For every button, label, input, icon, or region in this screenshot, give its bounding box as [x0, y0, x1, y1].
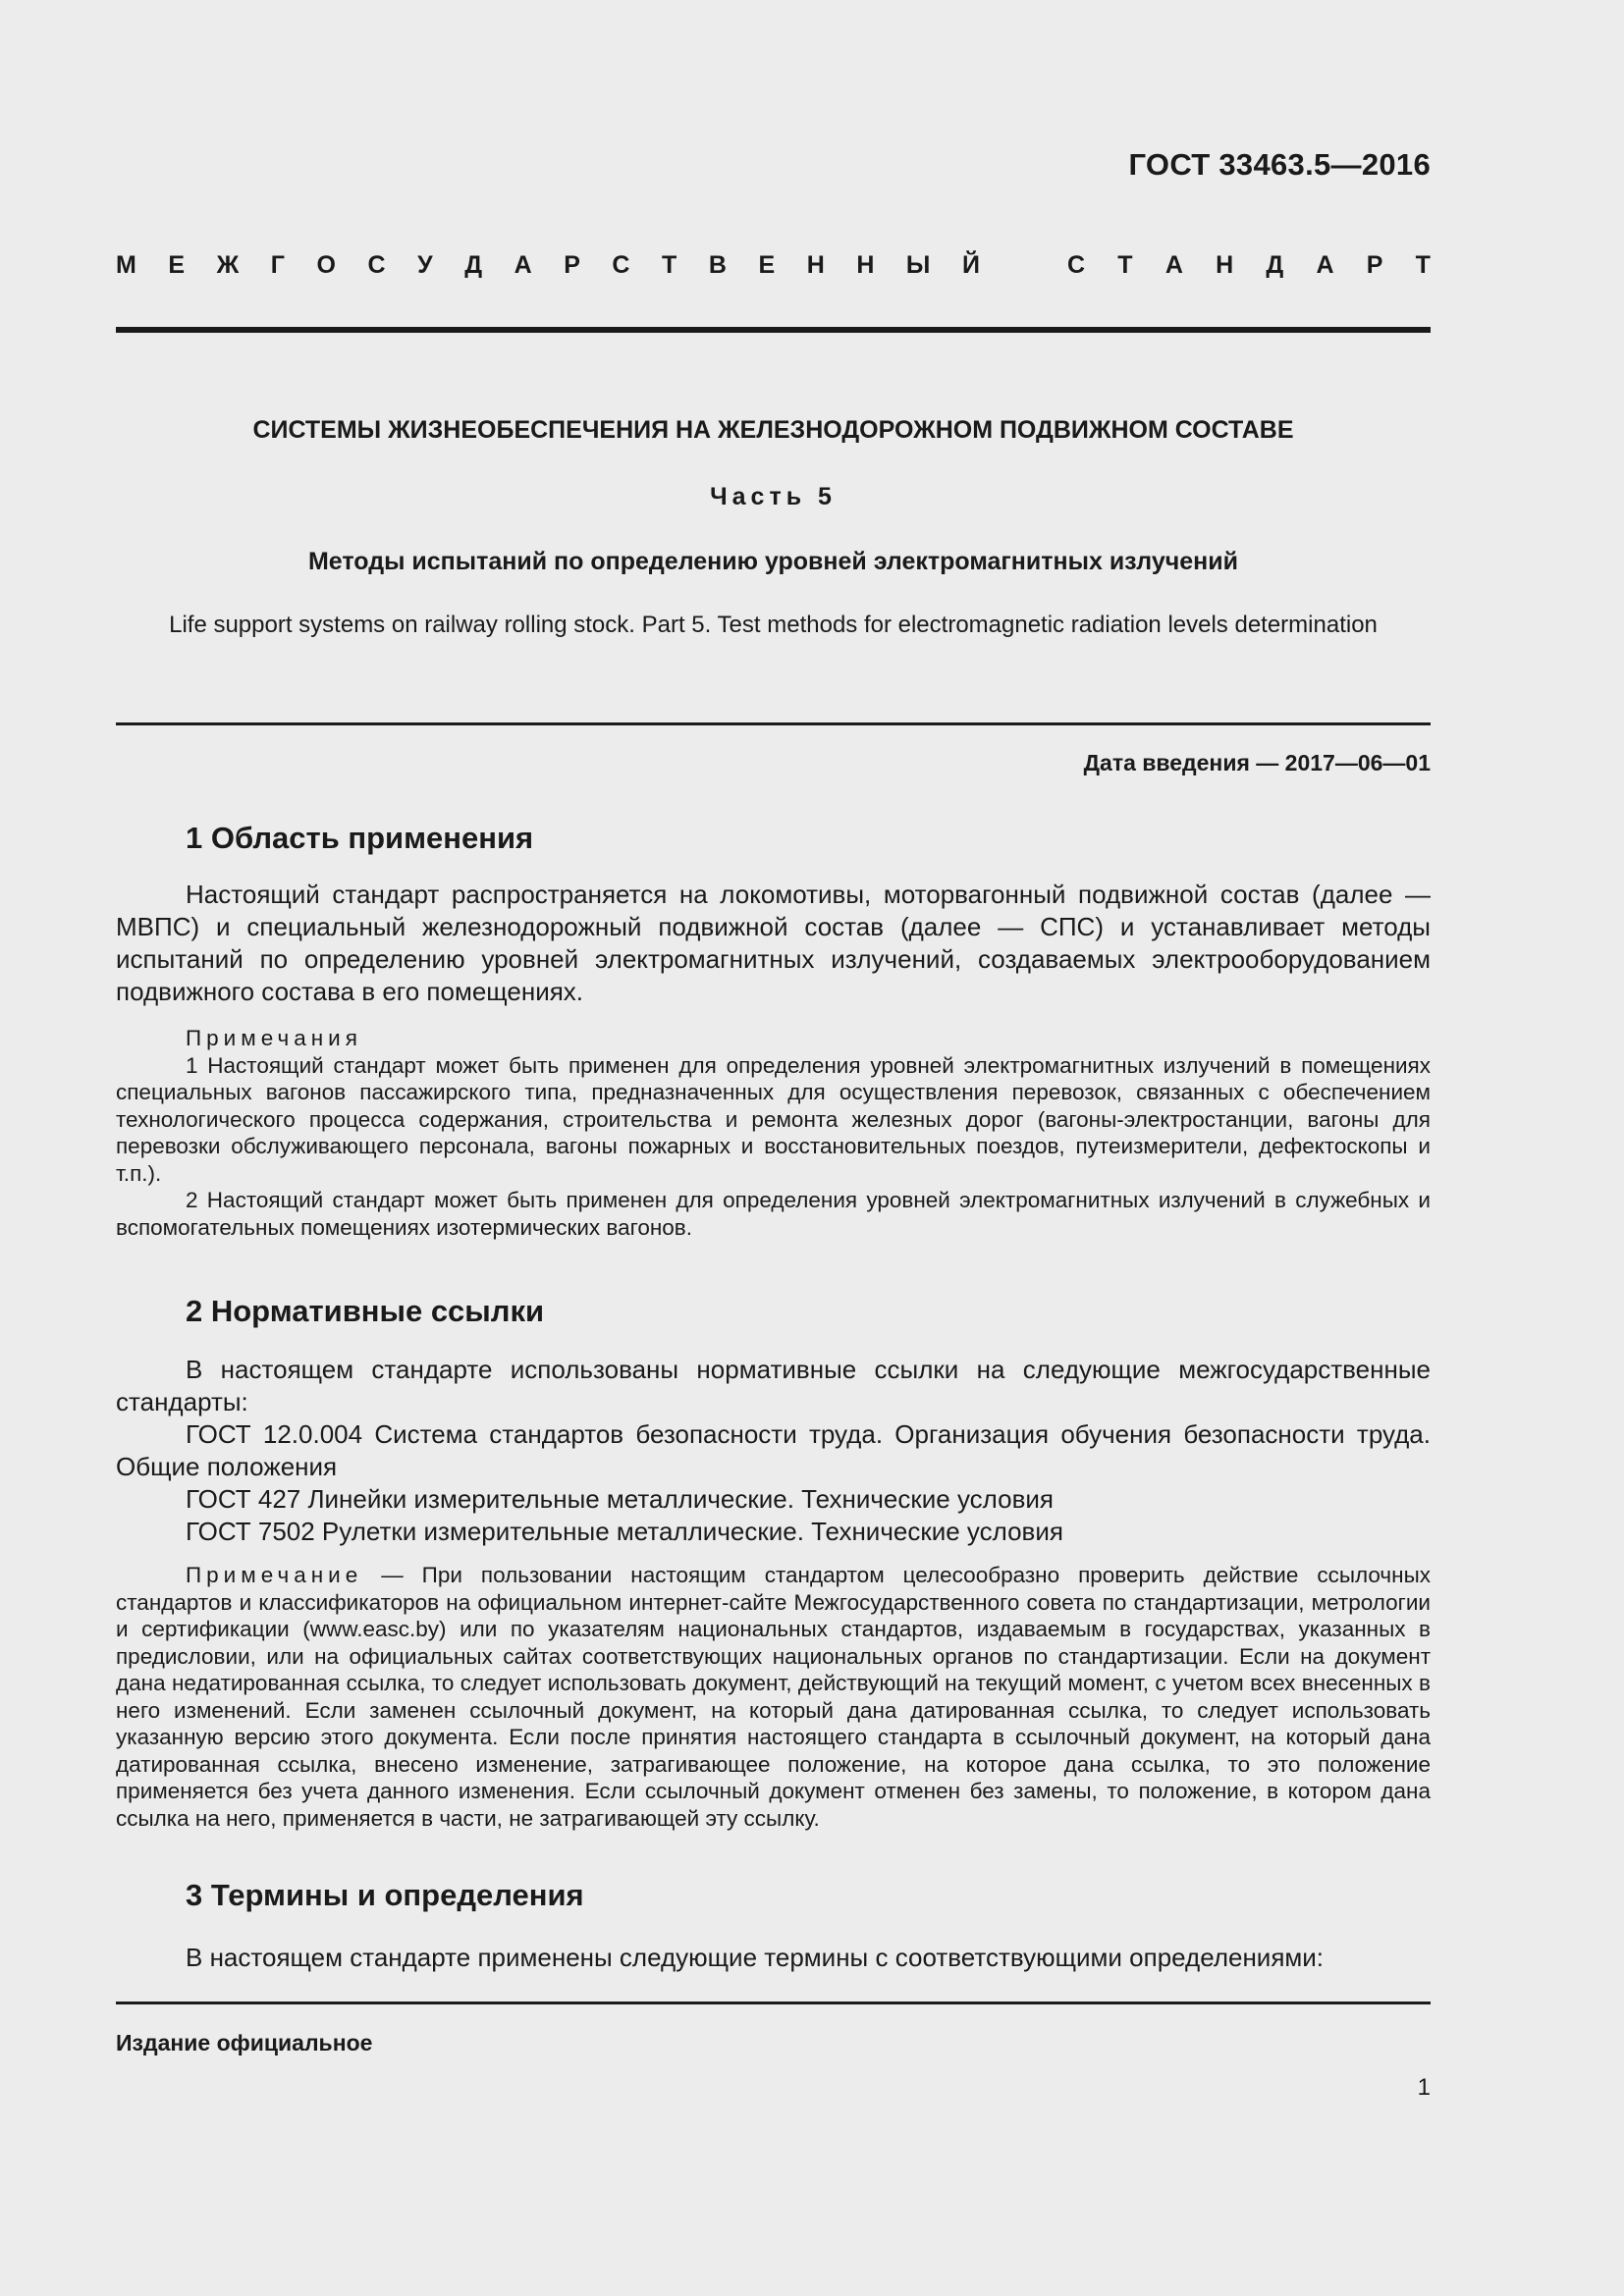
spread-letter: Ы — [905, 251, 931, 279]
spread-letter: Н — [806, 251, 825, 279]
spread-letter: С — [1067, 251, 1086, 279]
spread-letter: Ж — [216, 251, 240, 279]
title-bottom-rule — [116, 722, 1431, 725]
notes-label: Примечания — [186, 1026, 362, 1050]
title-main: СИСТЕМЫ ЖИЗНЕОБЕСПЕЧЕНИЯ НА ЖЕЛЕЗНОДОРОЖНОМ ПОДВИЖНОМ СОСТАВЕ — [252, 416, 1294, 444]
header-thick-rule — [116, 327, 1431, 333]
document-number: ГОСТ 33463.5—2016 — [1128, 147, 1431, 182]
spread-letter: А — [1164, 251, 1183, 279]
edition-label: Издание официальное — [116, 2030, 373, 2056]
section-2-note-text: — При пользовании настоящим стандартом целесообразно проверить действие ссылочных стандартов и классификаторов на официальном интернет-сайте Межгосударственного совета по стандартизации, метрологии и сертификации (www.easc.by) или по указателям национальных стандартов, издаваемым в государствах, указанных в предисловии, или на официальных сайтах соответствующих национальных органов по стандартизации. Если на документ дана недатированная ссылка, то следует использовать документ, действующий на текущий момент, с учетом всех внесенных в него изменений. Если заменен ссылочный документ, на который дана датированная ссылка, то следует использовать указанную версию этого документа. Если после принятия настоящего стандарта в ссылочный документ, на который дана датированная ссылка, внесено изменение, затрагивающее положение, на которое дана ссылка, то это положение применяется без учета данного изменения. Если ссылочный документ отменен без замены, то положение, в котором дана ссылка на него, применяется в части, не затрагивающей эту ссылку. — [116, 1563, 1431, 1831]
spread-letter: А — [514, 251, 532, 279]
spread-letter: Д — [464, 251, 483, 279]
spread-letter: В — [708, 251, 727, 279]
spread-letter: Н — [856, 251, 875, 279]
page-number: 1 — [1417, 2074, 1431, 2101]
section-3-heading: 3 Термины и определения — [186, 1878, 584, 1912]
spread-letter: Г — [270, 251, 285, 279]
spread-letter: М — [116, 251, 136, 279]
section-1-note-2: 2 Настоящий стандарт может быть применен для определения уровней электромагнитных излучений в служебных и вспомогательных помещениях изотермических вагонов. — [116, 1188, 1431, 1240]
spread-letter: Е — [758, 251, 776, 279]
spread-letter: С — [612, 251, 630, 279]
spread-letter: С — [367, 251, 386, 279]
title-subtitle: Методы испытаний по определению уровней электромагнитных излучений — [307, 548, 1238, 575]
spread-letter: Е — [168, 251, 186, 279]
reference-item: ГОСТ 7502 Рулетки измерительные металлические. Технические условия — [186, 1517, 1063, 1546]
section-3-intro: В настоящем стандарте применены следующие термины с соответствующими определениями: — [186, 1943, 1325, 1972]
standard-type-line — [116, 251, 1431, 280]
section-2-intro: В настоящем стандарте использованы нормативные ссылки на следующие межгосударственные стандарты: — [116, 1355, 1431, 1416]
spread-letter: Т — [662, 251, 677, 279]
section-2-references — [116, 1354, 1431, 1548]
spread-letter: А — [1316, 251, 1334, 279]
note-label: Примечание — [186, 1563, 363, 1587]
section-2-heading: 2 Нормативные ссылки — [186, 1294, 545, 1328]
section-1-notes — [116, 1025, 1431, 1241]
footer-rule — [116, 2002, 1431, 2004]
spread-letter: Н — [1216, 251, 1234, 279]
section-1-heading: 1 Область применения — [186, 821, 534, 855]
spread-letter: Д — [1266, 251, 1284, 279]
standard-type-word-interstate — [116, 251, 980, 280]
reference-item: ГОСТ 12.0.004 Система стандартов безопасности труда. Организация обучения безопасности труда. Общие положения — [116, 1419, 1431, 1481]
introduction-date: Дата введения — 2017—06—01 — [1083, 750, 1431, 775]
spread-letter: Т — [1415, 251, 1431, 279]
spread-letter: У — [417, 251, 433, 279]
spread-letter: О — [316, 251, 336, 279]
section-1-paragraph: Настоящий стандарт распространяется на локомотивы, моторвагонный подвижной состав (далее — МВПС) и специальный железнодорожный подвижной состав (далее — СПС) и устанавливает методы испытаний по определению уровней электромагнитных излучений, создаваемых электрооборудованием подвижного состава в его помещениях. — [116, 880, 1431, 1006]
title-part: Часть 5 — [710, 483, 837, 510]
spread-letter: Т — [1117, 251, 1133, 279]
standard-type-word-standard — [1067, 251, 1431, 280]
section-2-note — [116, 1562, 1431, 1832]
section-1-note-1: 1 Настоящий стандарт может быть применен для определения уровней электромагнитных излучений в помещениях специальных вагонов пассажирского типа, предназначенных для осуществления перевозок, связанных с обеспечением технологического процесса содержания, строительства и ремонта железных дорог (вагоны-электростанции, вагоны для перевозки обслуживающего персонала, вагоны пожарных и восстановительных поездов, путеизмерители, дефектоскопы и т.п.). — [116, 1052, 1431, 1186]
spread-letter: Й — [961, 251, 980, 279]
spread-letter: Р — [564, 251, 580, 279]
reference-item: ГОСТ 427 Линейки измерительные металлические. Технические условия — [186, 1484, 1054, 1514]
spread-letter: Р — [1366, 251, 1383, 279]
title-english: Life support systems on railway rolling stock. Part 5. Test methods for electromagnetic radiation levels determination — [169, 612, 1378, 638]
